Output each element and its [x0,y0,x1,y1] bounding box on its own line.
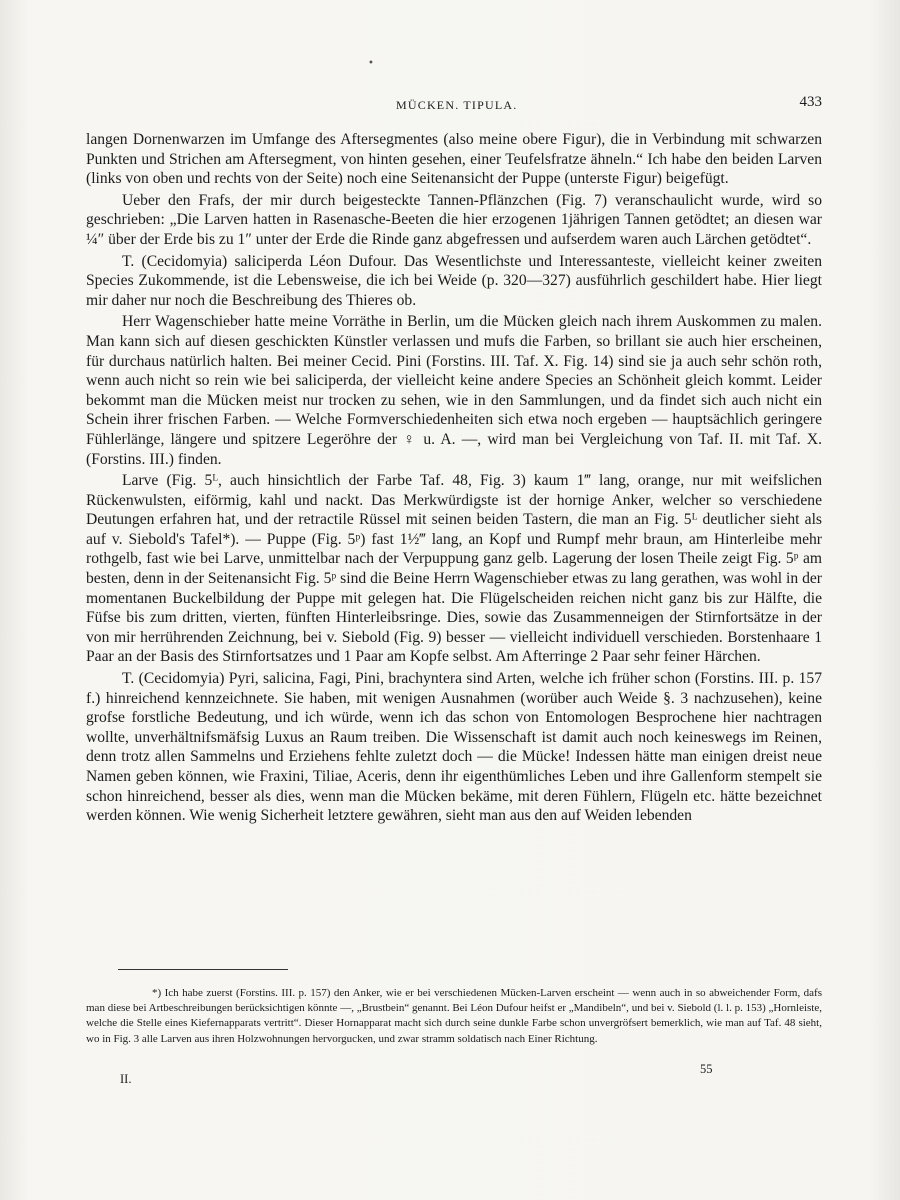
page-header [86,92,822,116]
paragraph: Larve (Fig. 5ᴸ, auch hinsichtlich der Farbe Taf. 48, Fig. 3) kaum 1‴ lang, orange, nur mit weifslichen Rückenwulsten, eiförmig, kahl und nackt. Das Merkwürdigste ist der hornige Anker, welcher so verschiedene Deutungen erfahren hat, und der retractile Rüssel mit seinen beiden Tastern, die man an Fig. 5ᴸ deutlicher sieht als auf v. Siebold's Tafel*). — Puppe (Fig. 5ᵖ) fast 1½‴ lang, an Kopf und Rumpf mehr braun, am Hinterleibe mehr rothgelb, fast wie bei Larve, unmittelbar nach der Verpuppung ganz gelb. Lagerung der losen Theile zeigt Fig. 5ᵖ am besten, denn in der Seitenansicht Fig. 5ᵖ sind die Beine Herrn Wagenschieber etwas zu lang gerathen, was wohl in der momentanen Buckelbildung der Puppe mit gelegen hat. Die Flügelscheiden reichen nicht ganz bis zur Hälfte, die Füfse bis zum dritten, vierten, fünften Hinterleibsringe. Dies, sowie das Zusammenneigen der Stirnfortsätze in der von mir herrührenden Zeichnung, bei v. Siebold (Fig. 9) besser — vielleicht individuell verschieden. Borstenhaare 1 Paar an der Basis des Stirnfortsatzes und 1 Paar am Kopfe selbst. Am Afterringe 2 Paar sehr feiner Härchen. [86,472,822,666]
footnote-block [86,986,822,1047]
body-text [86,130,822,826]
paragraph: T. (Cecidomyia) saliciperda Léon Dufour. Das Wesentlichste und Interessanteste, vielleicht keiner zweiten Species Zukommende, ist die Lebensweise, die ich bei Weide (p. 320—327) ausführlich geschildert habe. Hier liegt mir daher nur noch die Beschreibung des Thieres ob. [86,252,822,309]
running-title: MÜCKEN. TIPULA. [396,98,518,112]
paragraph: Herr Wagenschieber hatte meine Vorräthe in Berlin, um die Mücken gleich nach ihrem Auskommen zu malen. Man kann sich auf diesen geschickten Künstler verlassen und mufs die Farben, so brillant sie auch hier erscheinen, für durchaus natürlich halten. Bei meiner Cecid. Pini (Forstins. III. Taf. X. Fig. 14) sind sie ja auch sehr schön roth, wenn auch nicht so rein wie bei saliciperda, der vielleicht keine andere Species an Schönheit gleich kommt. Leider bekommt man die Mücken meist nur trocken zu sehen, wie in den Sammlungen, und da findet sich auch nicht ein Schein ihrer frischen Farben. — Welche Formverschiedenheiten sich etwa noch ergeben — hauptsächlich geringere Fühlerlänge, längere und spitzere Legeröhre der ♀ u. A. —, wird man bei Vergleichung von Taf. II. mit Taf. X. (Forstins. III.) finden. [86,313,822,468]
page-number: 433 [799,94,822,110]
paragraph: T. (Cecidomyia) Pyri, salicina, Fagi, Pini, brachyntera sind Arten, welche ich früher schon (Forstins. III. p. 157 f.) hinreichend kennzeichnete. Sie haben, mit wenigen Ausnahmen (worüber auch Weide §. 3 nachzusehen), keine grofse forstliche Bedeutung, und ich würde, wenn ich das schon von Entomologen Besprochene hier nachtragen wollte, unverhältnifsmäfsig Luxus an Raum treiben. Die Wissenschaft ist damit auch noch keineswegs im Reinen, denn trotz allen Sammelns und Erziehens fehlte zuletzt doch — die Mücke! Indessen hätte man einigen dreist neue Namen geben können, wie Fraxini, Tiliae, Aceris, denn ihr eigenthümliches Leben und ihre Gallenform stempelt sie schon hinreichend, besser als dies, wenn man die Mücken bekäme, mit deren Fühlern, Flügeln etc. hätte bezeichnet werden können. Wie wenig Sicherheit letztere gewähren, sieht man aus den auf Weiden lebenden [86,670,822,825]
sheet-number: 55 [700,1062,713,1076]
footnote-divider [118,969,288,970]
paragraph: Ueber den Frafs, der mir durch beigesteckte Tannen-Pflänzchen (Fig. 7) veranschaulicht wurde, wird so geschrieben: „Die Larven hatten in Rasenasche-Beeten die hier erzogenen 1jährigen Tannen getödtet; an diesen war ¼″ über der Erde bis zu 1″ unter der Erde die Rinde ganz abgefressen und aufserdem waren auch Lärchen getödtet“. [86,191,822,248]
paragraph: langen Dornenwarzen im Umfange des Aftersegmentes (also meine obere Figur), die in Verbindung mit schwarzen Punkten und Strichen am Aftersegment, von hinten gesehen, einer Teufelsfratze ähneln.“ Ich habe den beiden Larven (links von oben und rechts von der Seite) noch eine Seitenansicht der Puppe (unterste Figur) beigefügt. [86,131,822,188]
signature-mark: II. [120,1072,132,1086]
print-speck: • [368,58,374,69]
footnote: *) Ich habe zuerst (Forstins. III. p. 157) den Anker, wie er bei verschiedenen Mücken-Larven erscheint — wenn auch in so abweichender Form, dafs man diese bei Artbeschreibungen berücksichtigen könnte —, „Brustbein“ genannt. Bei Léon Dufour heifst er „Mandibeln“, und bei v. Siebold (l. l. p. 153) „Hornleiste, welche die Stelle eines Kiefernapparats vertritt“. Dieser Hornapparat macht sich durch seine dunkle Farbe schon unvergröfsert bemerklich, wie man auf Taf. 48 sieht, wo in Fig. 3 alle Larven aus ihren Holzwohnungen hervorgucken, und zwar stramm soldatisch nach Einer Richtung. [86,987,822,1045]
